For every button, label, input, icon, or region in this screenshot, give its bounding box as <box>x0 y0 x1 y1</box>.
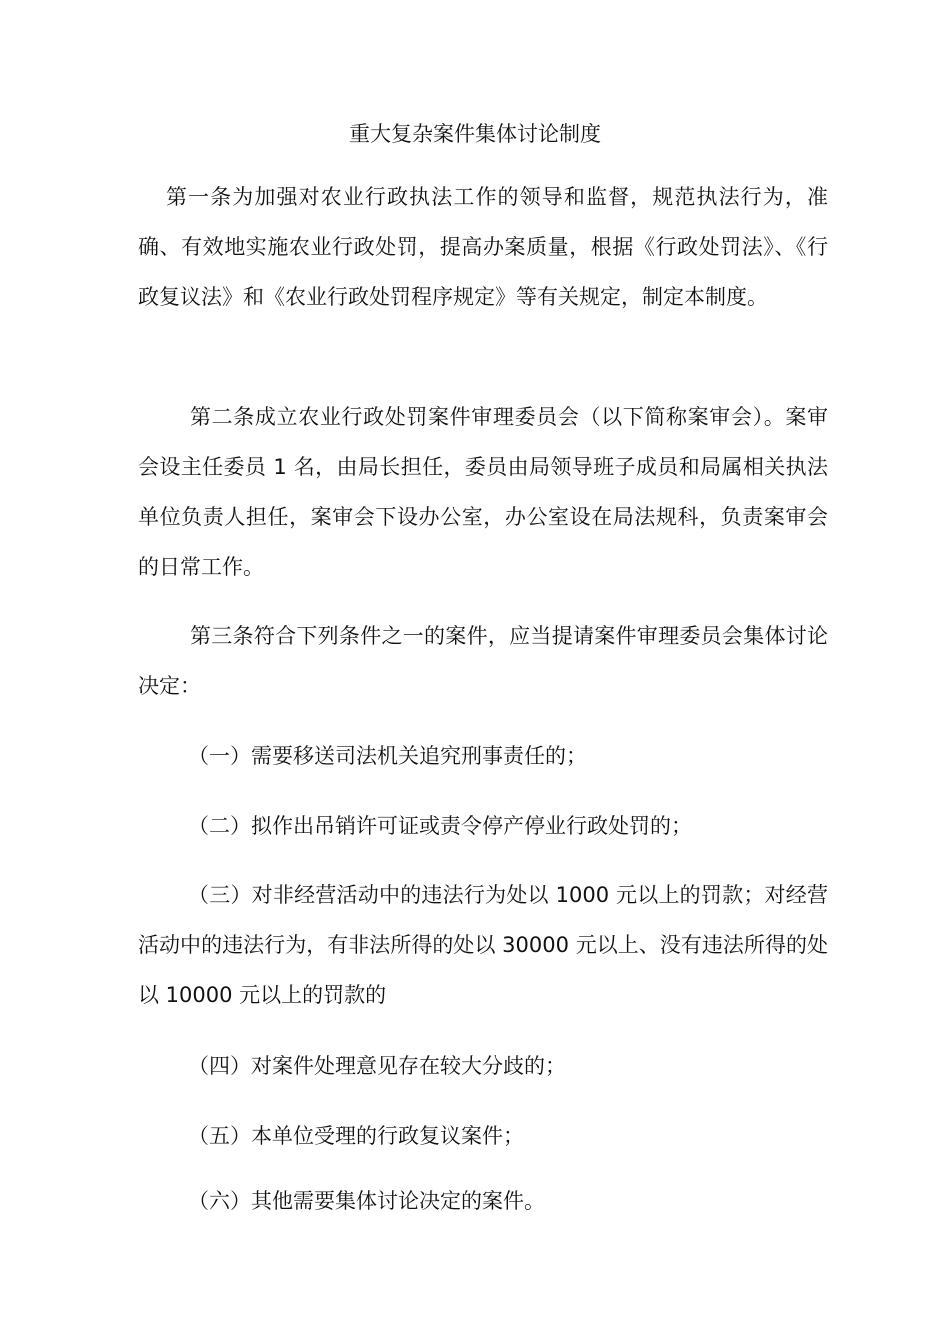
list-item-2: （二）拟作出吊销许可证或责令停产停业行政处罚的； <box>188 814 692 838</box>
list-item-6: （六）其他需要集体讨论决定的案件。 <box>188 1189 545 1213</box>
list-item-1: （一）需要移送司法机关追究刑事责任的； <box>188 744 587 768</box>
document-title: 重大复杂案件集体讨论制度 <box>349 122 601 146</box>
list-item-4: （四）对案件处理意见存在较大分歧的； <box>188 1054 566 1078</box>
article-3: 第三条符合下列条件之一的案件，应当提请案件审理委员会集体讨论决定： <box>138 624 828 698</box>
list-item-5: （五）本单位受理的行政复议案件； <box>188 1124 524 1148</box>
article-1: 第一条为加强对农业行政执法工作的领导和监督，规范执法行为，准确、有效地实施农业行政处罚，提高办案质量，根据《行政处罚法》、《行政复议法》和《农业行政处罚程序规定》等有关规定，制定本制度。 <box>138 185 828 309</box>
list-item-3: （三）对非经营活动中的违法行为处以 1000 元以上的罚款；对经营活动中的违法行为，有非法所得的处以 30000 元以上、没有违法所得的处以 10000 元以上的罚款的 <box>138 883 828 1007</box>
article-2: 第二条成立农业行政处罚案件审理委员会（以下简称案审会）。案审会设主任委员 1 名，由局长担任，委员由局领导班子成员和局属相关执法单位负责人担任，案审会下设办公室，办公室设在局法规科，负责案审会的日常工作。 <box>138 405 828 579</box>
